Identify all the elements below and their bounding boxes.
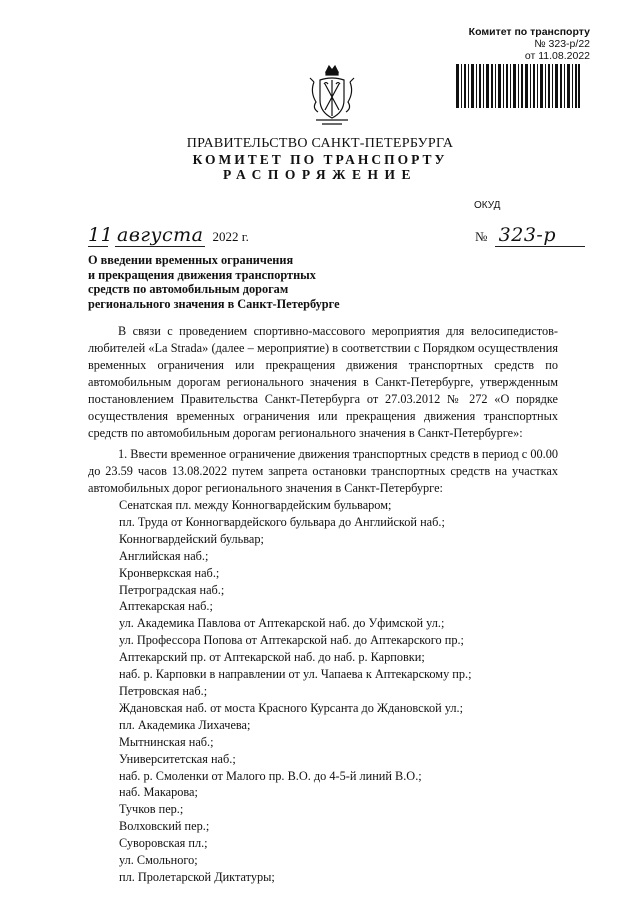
street-item: Тучков пер.;: [119, 802, 184, 817]
committee-name: КОМИТЕТ ПО ТРАНСПОРТУ: [192, 152, 448, 167]
street-item: пл. Труда от Конногвардейского бульвара до Английской наб.;: [119, 514, 445, 529]
street-item: Английская наб.;: [119, 548, 209, 563]
street-item: Петровская наб.;: [119, 683, 208, 698]
street-item: ул. Профессора Попова от Аптекарской наб. до Аптекарского пр.;: [119, 633, 464, 648]
item-1-paragraph: 1. Ввести временное ограничение движения транспортных средств в период с 00.00 до 23.59 часов 13.08.2022 путем запрета остановки транспортных средств на участках автомобильных дорог регионального значения в Санкт-Петербурге:: [88, 447, 558, 495]
okud-label: ОКУД: [474, 200, 501, 211]
street-item: ул. Академика Павлова от Аптекарской наб. до Уфимской ул.;: [119, 616, 445, 631]
street-item: Суворовская пл.;: [119, 836, 208, 851]
document-number: [475, 224, 585, 247]
street-item: Сенатская пл. между Конногвардейским бульваром;: [119, 498, 392, 512]
preamble-paragraph: В связи с проведением спортивно-массового мероприятия для велосипедистов-любителей «La Strada» (далее – мероприятие) в соответствии с Порядком осуществления временных ограничения или прекращения движения транспортных средств по автомобильным дорогам регионального значения в Санкт-Петербурге, утвержденным постановлением Правительства Санкт-Петербурга от 27.03.2012 № 272 «О порядке осуществления временных ограничения или прекращения движения транспортных средств по автомобильным дорогам регионального значения в Санкт-Петербурге»:: [88, 324, 558, 440]
document-subject: [88, 253, 388, 311]
government-name: ПРАВИТЕЛЬСТВО САНКТ-ПЕТЕРБУРГА: [186, 136, 454, 151]
street-item: Аптекарская наб.;: [119, 599, 213, 614]
street-item: Петроградская наб.;: [119, 582, 225, 597]
barcode-icon: [456, 64, 580, 108]
number-value: 323-р: [495, 224, 585, 247]
street-item: пл. Пролетарской Диктатуры;: [119, 869, 275, 884]
street-item: Аптекарский пр. от Аптекарской наб. до наб. р. Карповки;: [119, 650, 425, 665]
subject-line: средств по автомобильным дорогам: [88, 282, 289, 297]
street-item: наб. р. Смоленки от Малого пр. В.О. до 4-5-й линий В.О.;: [119, 768, 422, 783]
document-date: [88, 224, 249, 247]
document-type: РАСПОРЯЖЕНИЕ: [222, 167, 418, 182]
street-item: ул. Смольного;: [119, 853, 198, 868]
spb-coat-of-arms-icon: [306, 62, 358, 130]
date-day: 11: [88, 224, 114, 246]
street-item: Ждановская наб. от моста Красного Курсанта до Ждановской ул.;: [119, 700, 464, 715]
subject-line: О введении временных ограничения: [88, 253, 294, 267]
street-item: Волховский пер.;: [119, 819, 210, 834]
registration-stamp: [440, 26, 590, 62]
street-item: Кронверкская наб.;: [119, 565, 220, 580]
street-item: Конногвардейский бульвар;: [119, 531, 264, 546]
stamp-number: № 323-р/22: [534, 38, 590, 50]
number-label: №: [475, 229, 488, 244]
subject-line: и прекращения движения транспортных: [88, 267, 316, 282]
stamp-org: Комитет по транспорту: [468, 26, 590, 38]
street-item: Университетская наб.;: [119, 751, 236, 766]
street-item: пл. Академика Лихачева;: [119, 717, 251, 732]
subject-line: регионального значения в Санкт-Петербурге: [88, 296, 340, 311]
street-list: [119, 497, 472, 886]
street-item: наб. Макарова;: [119, 785, 198, 800]
date-month: августа: [117, 224, 204, 246]
street-item: Мытнинская наб.;: [119, 734, 214, 749]
street-item: наб. р. Карповки в направлении от ул. Чапаева к Аптекарскому пр.;: [119, 667, 472, 682]
stamp-date: от 11.08.2022: [524, 50, 590, 62]
date-year: 2022 г.: [212, 229, 249, 244]
